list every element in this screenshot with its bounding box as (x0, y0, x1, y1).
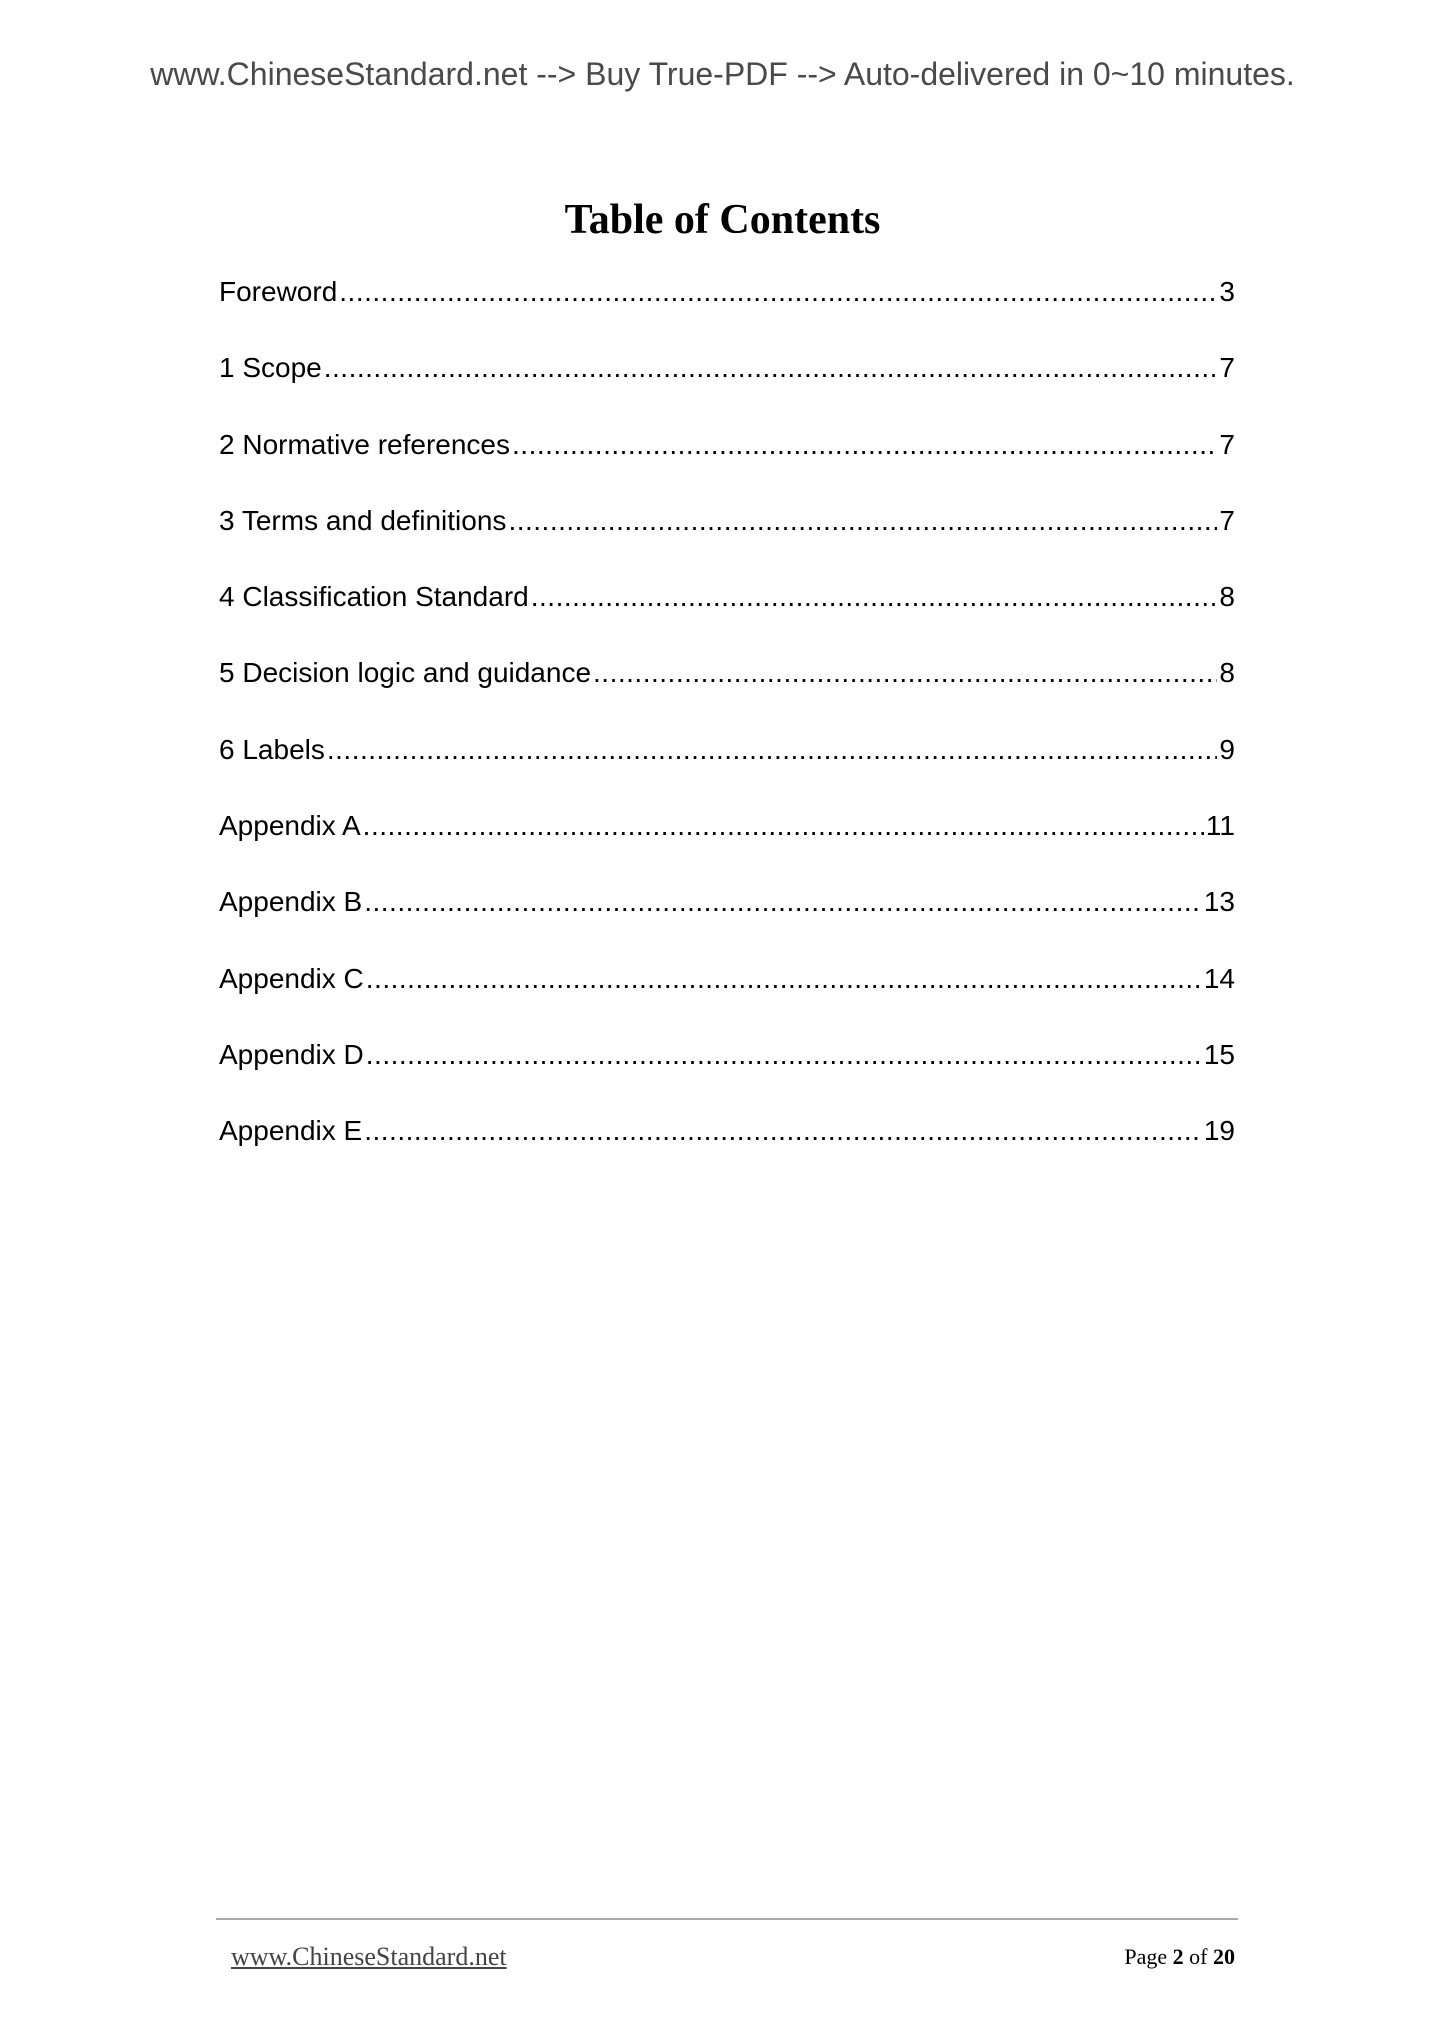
toc-entry-page: 15 (1203, 1038, 1235, 1070)
toc-entry-page: 8 (1219, 657, 1235, 689)
toc-entry-page: 7 (1219, 352, 1235, 384)
toc-entry-label: 5 Decision logic and guidance (219, 657, 592, 689)
toc-entry-appendix-b[interactable] (219, 886, 1235, 962)
footer-website-link[interactable]: www.ChineseStandard.net (231, 1942, 507, 1971)
dot-leader (327, 734, 1218, 766)
toc-entry-label: 4 Classification Standard (219, 581, 529, 613)
footer-page-number (1124, 1944, 1235, 1970)
toc-entry-normative-references[interactable] (219, 429, 1235, 505)
page-prefix: Page (1124, 1944, 1168, 1969)
dot-leader (508, 505, 1217, 537)
toc-entry-label: Appendix B (219, 886, 363, 918)
toc-entry-page: 9 (1219, 733, 1235, 765)
dot-leader (364, 886, 1202, 918)
page-current: 2 (1172, 1944, 1184, 1969)
dot-leader (366, 963, 1202, 995)
toc-entry-appendix-d[interactable] (219, 1039, 1235, 1115)
table-of-contents (219, 276, 1235, 1192)
toc-entry-page: 11 (1205, 810, 1235, 842)
toc-entry-page: 14 (1203, 962, 1235, 994)
top-banner: www.ChineseStandard.net --> Buy True-PDF --> Auto-delivered in 0~10 minutes. (150, 56, 1295, 92)
dot-leader (364, 1115, 1202, 1147)
toc-entry-foreword[interactable] (219, 276, 1235, 352)
toc-entry-label: Appendix C (219, 962, 364, 994)
toc-entry-page: 7 (1219, 428, 1235, 460)
toc-entry-label: 3 Terms and definitions (219, 504, 507, 536)
toc-entry-scope[interactable] (219, 352, 1235, 428)
toc-entry-classification-standard[interactable] (219, 581, 1235, 657)
toc-entry-label: 2 Normative references (219, 428, 511, 460)
footer-divider (216, 1918, 1238, 1920)
page-of: of (1189, 1944, 1208, 1969)
toc-entry-decision-logic[interactable] (219, 657, 1235, 733)
toc-entry-label: Appendix E (219, 1115, 363, 1147)
page-title: Table of Contents (564, 197, 881, 243)
toc-entry-appendix-e[interactable] (219, 1115, 1235, 1191)
dot-leader (366, 1039, 1202, 1071)
toc-entry-appendix-c[interactable] (219, 963, 1235, 1039)
dot-leader (512, 429, 1217, 461)
toc-entry-labels[interactable] (219, 734, 1235, 810)
dot-leader (324, 352, 1218, 384)
toc-entry-label: 6 Labels (219, 733, 325, 765)
toc-entry-page: 8 (1219, 581, 1235, 613)
toc-entry-page: 3 (1219, 276, 1235, 307)
dot-leader (593, 657, 1217, 689)
toc-entry-label: 1 Scope (219, 352, 322, 384)
dot-leader (339, 276, 1217, 308)
toc-entry-page: 13 (1203, 886, 1235, 918)
toc-entry-label: Appendix D (219, 1038, 364, 1070)
page-total: 20 (1213, 1944, 1235, 1969)
dot-leader (363, 810, 1204, 842)
toc-entry-page: 19 (1203, 1115, 1235, 1147)
dot-leader (531, 581, 1218, 613)
toc-entry-appendix-a[interactable] (219, 810, 1235, 886)
toc-entry-label: Foreword (219, 276, 338, 307)
toc-entry-label: Appendix A (219, 810, 361, 842)
toc-entry-terms-and-definitions[interactable] (219, 505, 1235, 581)
toc-entry-page: 7 (1219, 504, 1235, 536)
